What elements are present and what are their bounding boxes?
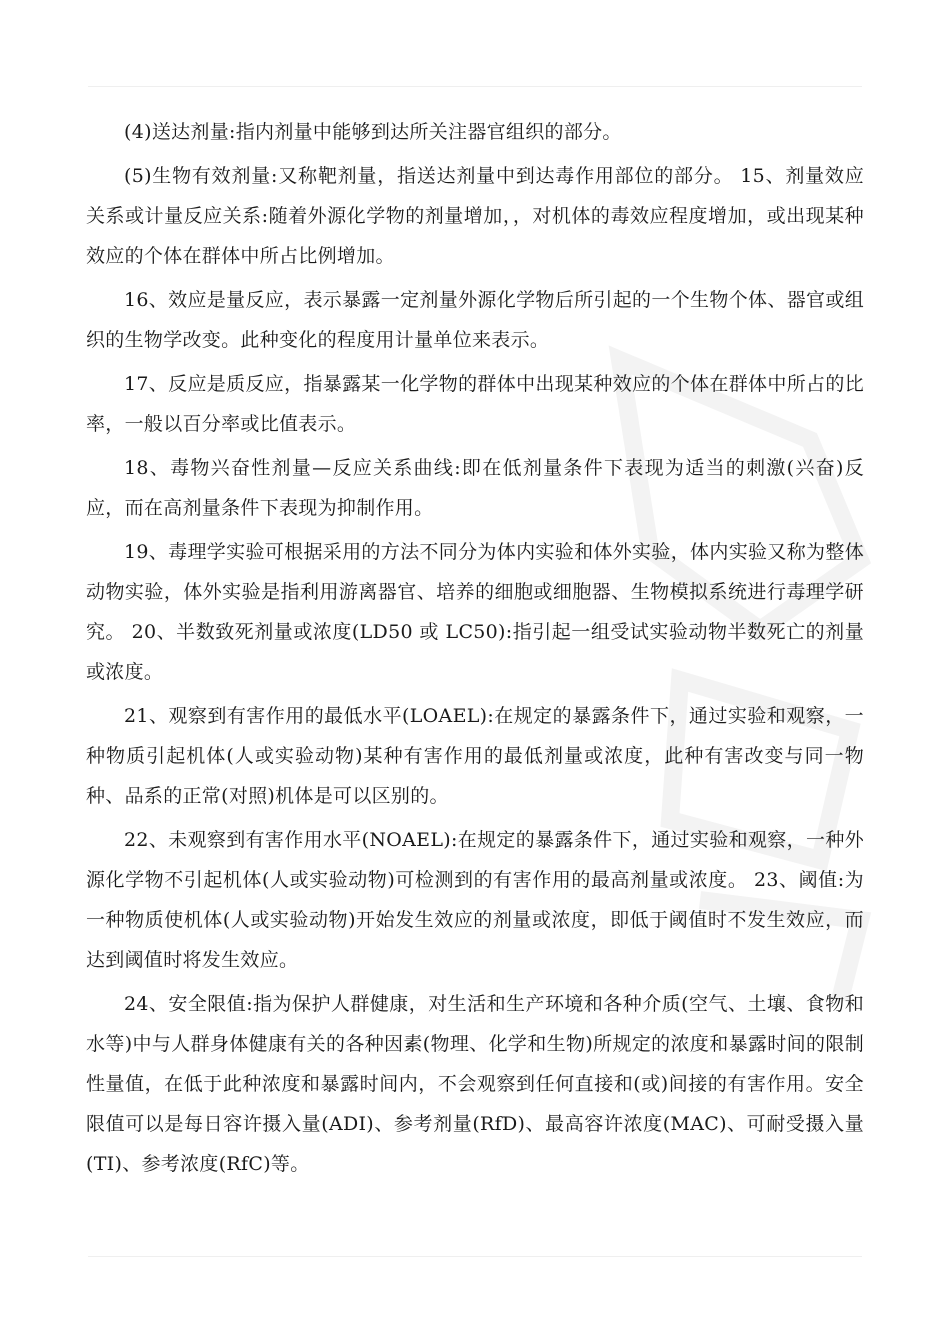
paragraph-16-graded-response: 16、效应是量反应，表示暴露一定剂量外源化学物后所引起的一个生物个体、器官或组织的生物学改变。此种变化的程度用计量单位来表示。 [86, 289, 864, 351]
footer-divider [88, 1256, 862, 1257]
paragraph-22-noael-threshold: 22、未观察到有害作用水平(NOAEL):在规定的暴露条件下，通过实验和观察，一种外源化学物不引起机体(人或实验动物)可检测到的有害作用的最高剂量或浓度。 23、阈值:为一种物质使机体(人或实验动物)开始发生效应的剂量或浓度，即低于阈值时不发生效应，而达到阈值时将发生效应。 [86, 829, 864, 971]
header-divider [88, 86, 862, 87]
paragraph-18-hormesis-curve: 18、毒物兴奋性剂量—反应关系曲线:即在低剂量条件下表现为适当的刺激(兴奋)反应，而在高剂量条件下表现为抑制作用。 [86, 457, 864, 519]
document-body [86, 112, 864, 1188]
paragraph-4-delivered-dose: (4)送达剂量:指内剂量中能够到达所关注器官组织的部分。 [124, 121, 622, 143]
paragraph-19-in-vivo-in-vitro: 19、毒理学实验可根据采用的方法不同分为体内实验和体外实验，体内实验又称为整体动物实验，体外实验是指利用游离器官、培养的细胞或细胞器、生物模拟系统进行毒理学研究。 20、半数致死剂量或浓度(LD50 或 LC50):指引起一组受试实验动物半数死亡的剂量或浓度。 [86, 541, 864, 683]
paragraph-17-quantal-response: 17、反应是质反应，指暴露某一化学物的群体中出现某种效应的个体在群体中所占的比率，一般以百分率或比值表示。 [86, 373, 864, 435]
paragraph-5-effective-dose: (5)生物有效剂量:又称靶剂量，指送达剂量中到达毒作用部位的部分。 15、剂量效应关系或计量反应关系:随着外源化学物的剂量增加，，对机体的毒效应程度增加，或出现某种效应的个体在群体中所占比例增加。 [86, 165, 864, 267]
paragraph-21-loael: 21、观察到有害作用的最低水平(LOAEL):在规定的暴露条件下，通过实验和观察，一种物质引起机体(人或实验动物)某种有害作用的最低剂量或浓度，此种有害改变与同一物种、品系的正常(对照)机体是可以区别的。 [86, 705, 864, 807]
paragraph-24-safety-limit: 24、安全限值:指为保护人群健康，对生活和生产环境和各种介质(空气、土壤、食物和水等)中与人群身体健康有关的各种因素(物理、化学和生物)所规定的浓度和暴露时间的限制性量值，在低于此种浓度和暴露时间内，不会观察到任何直接和(或)间接的有害作用。安全限值可以是每日容许摄入量(ADI)、参考剂量(RfD)、最高容许浓度(MAC)、可耐受摄入量(TI)、参考浓度(RfC)等。 [86, 993, 864, 1175]
